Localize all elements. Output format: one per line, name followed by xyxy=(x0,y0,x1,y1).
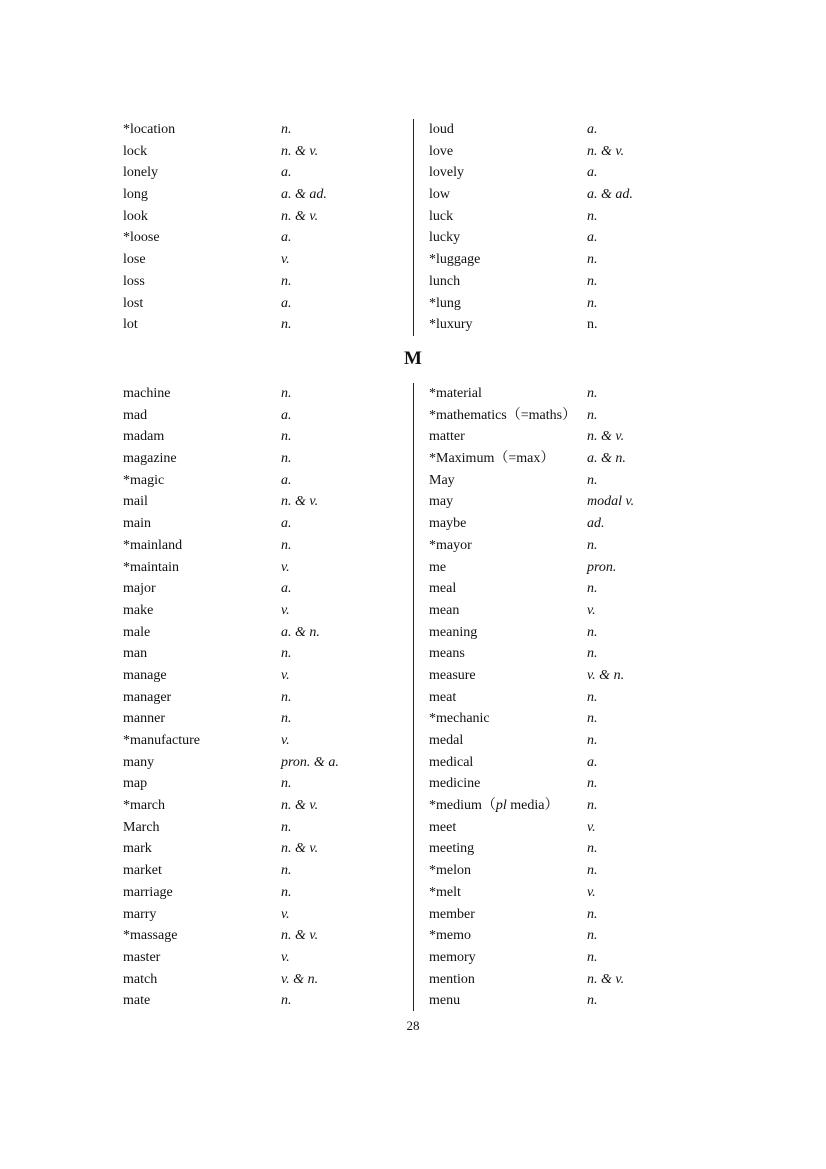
vocab-word: many xyxy=(123,754,155,770)
vocab-entry xyxy=(123,535,408,557)
part-of-speech: n. & v. xyxy=(281,928,319,944)
part-of-speech: modal v. xyxy=(587,494,635,510)
vocab-entry xyxy=(123,314,408,336)
vocab-entry xyxy=(123,817,408,839)
vocab-word: *maintain xyxy=(123,559,179,575)
vocab-word: loss xyxy=(123,273,145,289)
vocab-entry xyxy=(123,491,408,513)
part-of-speech: n. xyxy=(281,776,292,792)
vocab-entry xyxy=(123,578,408,600)
part-of-speech: v. xyxy=(281,906,290,922)
vocab-word: machine xyxy=(123,386,171,401)
part-of-speech: n. xyxy=(281,993,292,1009)
vocab-entry xyxy=(429,405,729,427)
part-of-speech: n. & v. xyxy=(587,971,625,987)
part-of-speech: a. xyxy=(587,230,598,246)
vocab-entry xyxy=(429,925,729,947)
vocab-entry xyxy=(123,773,408,795)
part-of-speech: n. xyxy=(281,122,292,137)
section-m-left-column xyxy=(123,383,408,1012)
vocab-word: *location xyxy=(123,122,176,137)
vocab-entry xyxy=(123,227,408,249)
part-of-speech: a. xyxy=(281,407,292,423)
vocab-word: male xyxy=(123,624,151,640)
part-of-speech: ad. xyxy=(587,516,605,532)
vocab-entry xyxy=(429,293,729,315)
vocab-word: marry xyxy=(123,906,157,922)
vocab-entry xyxy=(123,271,408,293)
vocab-entry xyxy=(429,141,729,163)
vocab-word: May xyxy=(429,472,455,488)
vocab-entry xyxy=(429,622,729,644)
page-number: 28 xyxy=(406,1018,420,1033)
part-of-speech: n. & v. xyxy=(587,429,625,445)
vocab-entry xyxy=(429,600,729,622)
vocab-entry xyxy=(429,314,729,336)
vocab-word: mad xyxy=(123,407,148,423)
part-of-speech: a. xyxy=(281,581,292,597)
vocab-word: lock xyxy=(123,143,148,159)
vocab-entry xyxy=(429,184,729,206)
vocab-word: medal xyxy=(429,733,464,748)
part-of-speech: n. & v. xyxy=(281,798,319,814)
vocab-entry xyxy=(429,162,729,184)
part-of-speech: n. & v. xyxy=(587,143,625,159)
vocab-entry xyxy=(123,513,408,535)
vocab-word: lost xyxy=(123,295,144,311)
vocab-word: medicine xyxy=(429,776,481,792)
vocab-entry xyxy=(429,773,729,795)
part-of-speech: n. xyxy=(281,317,292,333)
vocab-word: manage xyxy=(123,667,167,683)
vocab-word: may xyxy=(429,494,454,510)
vocab-entry xyxy=(123,687,408,709)
part-of-speech: a. & ad. xyxy=(281,187,327,203)
vocab-entry xyxy=(429,969,729,991)
vocab-entry xyxy=(123,426,408,448)
vocab-entry xyxy=(429,730,729,752)
part-of-speech: n. xyxy=(587,386,598,401)
vocab-entry xyxy=(429,227,729,249)
vocab-entry xyxy=(123,293,408,315)
vocab-word: low xyxy=(429,187,450,203)
part-of-speech: n. xyxy=(587,906,598,922)
vocab-word: medical xyxy=(429,754,474,770)
vocab-entry xyxy=(123,383,408,405)
vocab-word: memory xyxy=(429,949,476,965)
vocab-entry xyxy=(429,470,729,492)
vocab-word: *luxury xyxy=(429,317,473,333)
vocab-entry xyxy=(429,119,729,141)
vocab-entry xyxy=(429,513,729,535)
part-of-speech: pron. & a. xyxy=(281,754,339,770)
vocab-word: means xyxy=(429,646,465,662)
part-of-speech: a. & ad. xyxy=(587,187,633,203)
section-l-right-column xyxy=(429,119,729,336)
vocab-word: meal xyxy=(429,581,457,597)
part-of-speech: n. & v. xyxy=(281,494,319,510)
part-of-speech: a. xyxy=(587,754,598,770)
vocab-entry xyxy=(429,578,729,600)
part-of-speech: n. xyxy=(281,863,292,879)
vocab-entry xyxy=(429,860,729,882)
vocab-word: market xyxy=(123,863,162,879)
part-of-speech: n. xyxy=(587,252,598,268)
vocab-entry xyxy=(123,405,408,427)
vocab-word: *medium（pl media） xyxy=(429,798,559,814)
vocab-entry xyxy=(429,947,729,969)
column-divider-l xyxy=(413,119,414,336)
part-of-speech: a. xyxy=(281,472,292,488)
vocab-entry xyxy=(123,643,408,665)
vocab-entry xyxy=(123,730,408,752)
vocab-word: *melt xyxy=(429,884,461,900)
vocab-word: *mainland xyxy=(123,537,183,553)
vocab-entry xyxy=(429,249,729,271)
vocab-entry xyxy=(123,600,408,622)
part-of-speech: a. xyxy=(281,165,292,181)
vocab-word: match xyxy=(123,971,158,987)
vocab-entry xyxy=(123,622,408,644)
part-of-speech: v. xyxy=(281,559,290,575)
vocab-word: main xyxy=(123,516,151,532)
vocab-entry xyxy=(429,271,729,293)
vocab-word: master xyxy=(123,949,161,965)
part-of-speech: v. & n. xyxy=(281,971,319,987)
vocab-word: maybe xyxy=(429,516,467,532)
vocab-word: *lung xyxy=(429,295,461,311)
vocab-word: matter xyxy=(429,429,465,445)
vocab-word: luck xyxy=(429,208,454,224)
vocab-word: lonely xyxy=(123,165,158,181)
part-of-speech: n. xyxy=(587,711,598,727)
vocab-word: love xyxy=(429,143,454,159)
vocab-word: *magic xyxy=(123,472,165,488)
part-of-speech: v. xyxy=(281,733,290,748)
vocab-entry xyxy=(429,206,729,228)
part-of-speech: n. xyxy=(587,624,598,640)
part-of-speech: n. xyxy=(587,646,598,662)
vocab-word: lovely xyxy=(429,165,464,181)
vocab-word: *mayor xyxy=(429,537,472,553)
vocab-entry xyxy=(429,904,729,926)
vocab-entry xyxy=(429,535,729,557)
part-of-speech: n. xyxy=(587,472,598,488)
vocab-entry xyxy=(123,448,408,470)
vocab-word: mention xyxy=(429,971,475,987)
part-of-speech: n. xyxy=(587,273,598,289)
vocab-word: madam xyxy=(123,429,165,445)
vocab-word: *material xyxy=(429,386,482,401)
part-of-speech: n. xyxy=(281,689,292,705)
vocab-entry xyxy=(123,860,408,882)
vocab-entry xyxy=(429,383,729,405)
vocab-word: lose xyxy=(123,252,146,268)
part-of-speech: n. xyxy=(587,863,598,879)
vocab-entry xyxy=(123,795,408,817)
vocab-entry xyxy=(123,708,408,730)
part-of-speech: v. xyxy=(281,252,290,268)
vocab-entry xyxy=(429,752,729,774)
vocab-word: *melon xyxy=(429,863,471,879)
vocab-entry xyxy=(429,838,729,860)
part-of-speech: a. xyxy=(281,295,292,311)
vocab-word: magazine xyxy=(123,451,177,467)
part-of-speech: n. xyxy=(281,537,292,553)
part-of-speech: a. xyxy=(587,122,598,137)
vocab-word: lucky xyxy=(429,230,461,246)
column-divider-m xyxy=(413,383,414,1011)
vocab-entry xyxy=(123,665,408,687)
part-of-speech: n. xyxy=(587,407,598,423)
part-of-speech: n. xyxy=(587,581,598,597)
vocab-word: March xyxy=(123,819,160,835)
vocab-word: member xyxy=(429,906,475,922)
part-of-speech: n. xyxy=(587,776,598,792)
part-of-speech: n. xyxy=(587,537,598,553)
vocab-word: man xyxy=(123,646,148,662)
vocab-word: *memo xyxy=(429,928,471,944)
part-of-speech: a. xyxy=(281,230,292,246)
vocab-word: marriage xyxy=(123,884,173,900)
part-of-speech: n. xyxy=(587,689,598,705)
vocab-word: mean xyxy=(429,602,460,618)
part-of-speech: pron. xyxy=(587,559,617,575)
vocab-entry xyxy=(429,708,729,730)
vocab-entry xyxy=(429,448,729,470)
vocab-word: *massage xyxy=(123,928,178,944)
part-of-speech: n. & v. xyxy=(281,208,319,224)
part-of-speech: v. xyxy=(587,884,596,900)
vocab-word: lunch xyxy=(429,273,461,289)
vocab-entry xyxy=(429,990,729,1012)
vocab-entry xyxy=(429,426,729,448)
part-of-speech: v. & n. xyxy=(587,667,625,683)
vocab-entry xyxy=(123,162,408,184)
vocab-word: meat xyxy=(429,689,457,705)
vocab-entry xyxy=(123,904,408,926)
vocab-entry xyxy=(429,557,729,579)
part-of-speech: n. xyxy=(587,798,598,814)
vocab-entry xyxy=(429,817,729,839)
vocab-entry xyxy=(429,491,729,513)
vocab-word: mate xyxy=(123,993,151,1009)
vocab-word: *mathematics（=maths） xyxy=(429,407,577,423)
plural-abbrev: pl xyxy=(495,798,507,814)
vocab-word: map xyxy=(123,776,148,792)
part-of-speech: n. xyxy=(281,884,292,900)
vocab-word: *mechanic xyxy=(429,711,490,727)
vocab-entry xyxy=(123,119,408,141)
vocab-entry xyxy=(123,990,408,1012)
vocab-word: major xyxy=(123,581,156,597)
part-of-speech: n. xyxy=(587,993,598,1009)
vocab-word: mark xyxy=(123,841,152,857)
vocab-entry xyxy=(123,141,408,163)
vocab-entry xyxy=(123,947,408,969)
vocab-entry xyxy=(123,206,408,228)
part-of-speech: a. xyxy=(281,516,292,532)
part-of-speech: n. xyxy=(281,646,292,662)
vocab-word: mail xyxy=(123,494,148,510)
part-of-speech: v. xyxy=(587,602,596,618)
section-l-left-column xyxy=(123,119,408,336)
part-of-speech: n. & v. xyxy=(281,143,319,159)
vocab-word: lot xyxy=(123,317,138,333)
vocab-entry xyxy=(123,184,408,206)
vocab-entry xyxy=(123,470,408,492)
part-of-speech: n. xyxy=(281,451,292,467)
part-of-speech: n. xyxy=(281,429,292,445)
vocab-entry xyxy=(429,643,729,665)
part-of-speech: n. xyxy=(281,273,292,289)
part-of-speech: n. xyxy=(587,317,598,333)
vocab-entry xyxy=(429,795,729,817)
vocab-word: manner xyxy=(123,711,165,727)
vocab-entry xyxy=(123,752,408,774)
vocab-entry xyxy=(123,925,408,947)
vocab-word: *march xyxy=(123,798,165,814)
part-of-speech: n. xyxy=(281,386,292,401)
vocab-word: *Maximum（=max） xyxy=(429,451,555,467)
part-of-speech: n. xyxy=(587,295,598,311)
vocab-word: loud xyxy=(429,122,454,137)
vocab-word: manager xyxy=(123,689,172,705)
section-letter-heading: M xyxy=(404,348,422,369)
vocab-entry xyxy=(429,882,729,904)
vocab-entry xyxy=(123,969,408,991)
vocab-word: me xyxy=(429,559,447,575)
part-of-speech: n. xyxy=(587,733,598,748)
part-of-speech: a. & n. xyxy=(281,624,320,640)
part-of-speech: v. xyxy=(281,667,290,683)
part-of-speech: n. xyxy=(281,711,292,727)
vocab-entry xyxy=(123,557,408,579)
vocab-word: long xyxy=(123,187,148,203)
vocab-word: *luggage xyxy=(429,252,481,268)
vocab-word: *loose xyxy=(123,230,160,246)
part-of-speech: n. & v. xyxy=(281,841,319,857)
part-of-speech: n. xyxy=(587,928,598,944)
vocab-word: meet xyxy=(429,819,457,835)
part-of-speech: n. xyxy=(587,949,598,965)
part-of-speech: n. xyxy=(281,819,292,835)
vocab-entry xyxy=(123,249,408,271)
part-of-speech: v. xyxy=(587,819,596,835)
vocab-word: measure xyxy=(429,667,476,683)
vocab-word: meeting xyxy=(429,841,475,857)
part-of-speech: v. xyxy=(281,602,290,618)
vocab-word: make xyxy=(123,602,154,618)
vocab-entry xyxy=(429,687,729,709)
section-m-right-column xyxy=(429,383,729,1012)
part-of-speech: a. & n. xyxy=(587,451,626,467)
vocab-entry xyxy=(429,665,729,687)
part-of-speech: v. xyxy=(281,949,290,965)
part-of-speech: n. xyxy=(587,841,598,857)
vocab-entry xyxy=(123,838,408,860)
part-of-speech: n. xyxy=(587,208,598,224)
vocab-word: menu xyxy=(429,993,461,1009)
vocab-entry xyxy=(123,882,408,904)
vocab-word: look xyxy=(123,208,148,224)
vocab-word: *manufacture xyxy=(123,733,200,748)
vocab-word: meaning xyxy=(429,624,478,640)
part-of-speech: a. xyxy=(587,165,598,181)
